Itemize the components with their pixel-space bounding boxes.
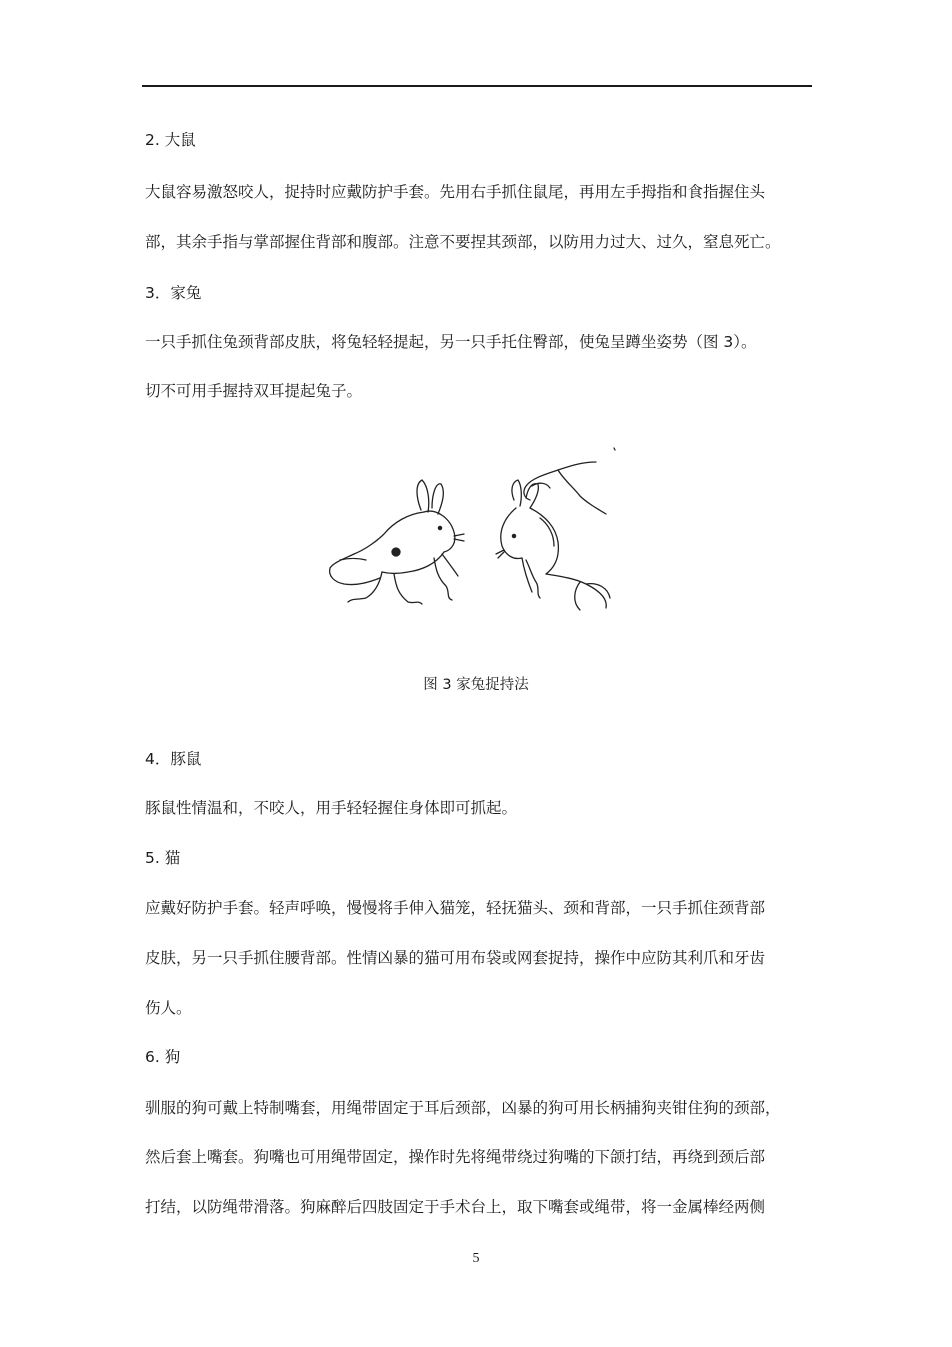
page-number: 5 xyxy=(472,1251,480,1266)
section-heading-rat: 2. 大鼠 xyxy=(145,131,196,149)
left-rabbit-drawing xyxy=(330,480,464,604)
section-heading-rabbit: 3．家兔 xyxy=(145,284,202,302)
figure-caption: 图 3 家兔捉持法 xyxy=(423,677,529,693)
paragraph-line: 切不可用手握持双耳提起兔子。 xyxy=(145,382,363,400)
figure-rabbit-holding xyxy=(318,442,618,612)
section-heading-cat: 5. 猫 xyxy=(145,849,181,867)
header-rule xyxy=(142,85,812,87)
section-heading-guinea-pig: 4．豚鼠 xyxy=(145,750,202,768)
paragraph-line: 应戴好防护手套。轻声呼唤，慢慢将手伸入猫笼，轻抚猫头、颈和背部，一只手抓住颈背部 xyxy=(145,899,766,917)
paragraph-line: 皮肤，另一只手抓住腰背部。性情凶暴的猫可用布袋或网套捉持，操作中应防其利爪和牙齿 xyxy=(145,949,766,967)
paragraph-line: 大鼠容易激怒咬人，捉持时应戴防护手套。先用右手抓住鼠尾，再用左手拇指和食指握住头 xyxy=(145,183,766,201)
paragraph-line: 部，其余手指与掌部握住背部和腹部。注意不要捏其颈部，以防用力过大、过久，窒息死亡。 xyxy=(145,233,781,251)
paragraph-line: 然后套上嘴套。狗嘴也可用绳带固定，操作时先将绳带绕过狗嘴的下颌打结，再绕到颈后部 xyxy=(145,1148,766,1166)
paragraph-line: 一只手抓住兔颈背部皮肤，将兔轻轻提起，另一只手托住臀部，使兔呈蹲坐姿势（图 3）。 xyxy=(145,333,757,351)
paragraph-line: 伤人。 xyxy=(145,999,192,1017)
paragraph-line: 驯服的狗可戴上特制嘴套，用绳带固定于耳后颈部，凶暴的狗可用长柄捕狗夹钳住狗的颈部， xyxy=(145,1099,781,1117)
right-rabbit-drawing xyxy=(496,448,615,610)
rabbit-holding-illustration xyxy=(318,442,618,612)
paragraph-line: 豚鼠性情温和，不咬人，用手轻轻握住身体即可抓起。 xyxy=(145,799,518,817)
section-heading-dog: 6. 狗 xyxy=(145,1048,181,1066)
paragraph-line: 打结，以防绳带滑落。狗麻醉后四肢固定于手术台上，取下嘴套或绳带，将一金属棒经两侧 xyxy=(145,1198,766,1216)
